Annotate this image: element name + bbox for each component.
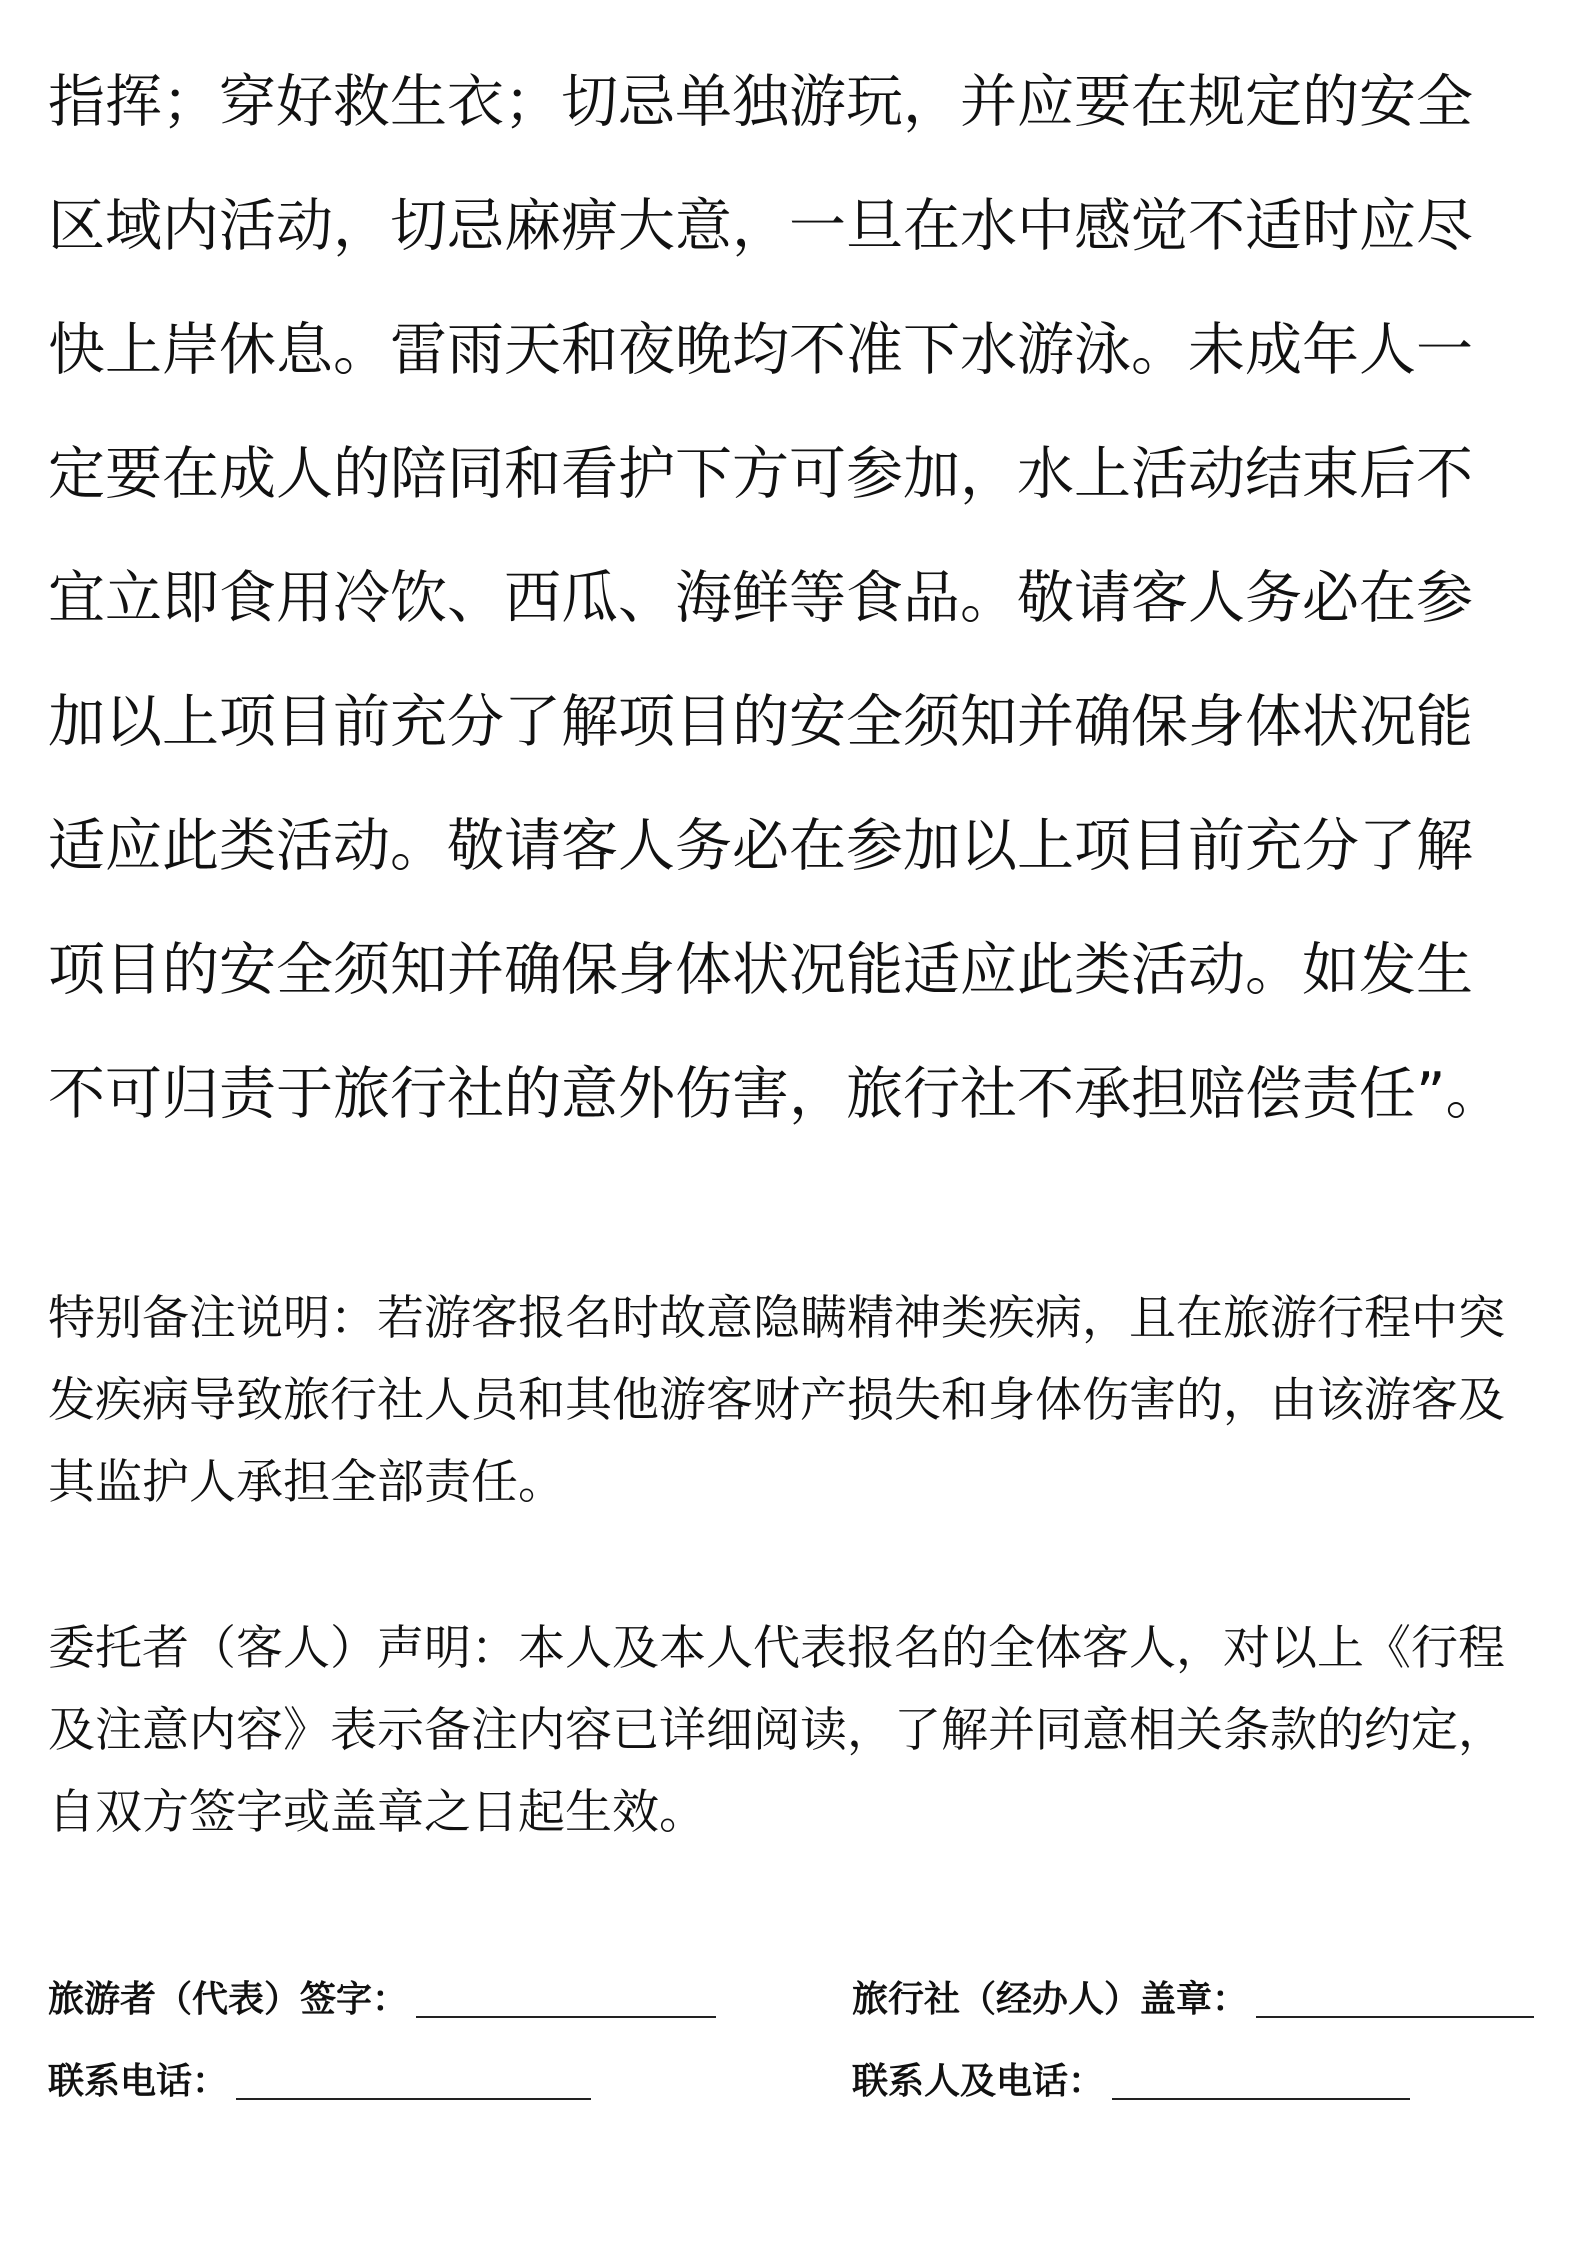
declaration-line: 委托者（客人）声明：本人及本人代表报名的全体客人，对以上《行程 xyxy=(48,1621,1505,1676)
main-paragraph xyxy=(48,40,1548,1156)
paragraph-line: 项目的安全须知并确保身体状况能适应此类活动。如发生 xyxy=(48,937,1473,1003)
phone-label: 联系电话： xyxy=(48,2061,229,2102)
special-note-line: 发疾病导致旅行社人员和其他游客财产损失和身体伤害的，由该游客及 xyxy=(48,1373,1505,1428)
declaration-line: 及注意内容》表示备注内容已详细阅读，了解并同意相关条款的约定， xyxy=(48,1703,1505,1758)
special-note xyxy=(48,1278,1548,1524)
client-declaration xyxy=(48,1608,1548,1854)
signature-row xyxy=(48,1966,1548,2022)
paragraph-line: 适应此类活动。敬请客人务必在参加以上项目前充分了解 xyxy=(48,813,1473,879)
phone-blank[interactable] xyxy=(236,2058,591,2100)
paragraph-line: 定要在成人的陪同和看护下方可参加，水上活动结束后不 xyxy=(48,441,1473,507)
paragraph-line: 加以上项目前充分了解项目的安全须知并确保身体状况能 xyxy=(48,689,1473,755)
tourist-signature-blank[interactable] xyxy=(416,1976,716,2018)
agency-stamp-blank[interactable] xyxy=(1256,1976,1534,2018)
special-note-line: 其监护人承担全部责任。 xyxy=(48,1455,565,1510)
tourist-signature-label: 旅游者（代表）签字： xyxy=(48,1979,409,2020)
contact-label: 联系人及电话： xyxy=(852,2061,1105,2102)
tourist-signature-field xyxy=(48,1966,716,2022)
special-note-line: 特别备注说明：若游客报名时故意隐瞒精神类疾病，且在旅游行程中突 xyxy=(48,1291,1505,1346)
paragraph-line: 指挥；穿好救生衣；切忌单独游玩，并应要在规定的安全 xyxy=(48,69,1473,135)
contact-row xyxy=(48,2048,1548,2104)
paragraph-line: 快上岸休息。雷雨天和夜晚均不准下水游泳。未成年人一 xyxy=(48,317,1473,383)
phone-field xyxy=(48,2048,591,2104)
paragraph-line: 宜立即食用冷饮、西瓜、海鲜等食品。敬请客人务必在参 xyxy=(48,565,1473,631)
paragraph-line: 区域内活动，切忌麻痹大意，一旦在水中感觉不适时应尽 xyxy=(48,193,1473,259)
agency-stamp-label: 旅行社（经办人）盖章： xyxy=(852,1979,1249,2020)
contact-blank[interactable] xyxy=(1112,2058,1410,2100)
paragraph-line: 不可归责于旅行社的意外伤害，旅行社不承担赔偿责任”。 xyxy=(48,1061,1503,1127)
contact-field xyxy=(852,2048,1410,2104)
agency-stamp-field xyxy=(852,1966,1534,2022)
declaration-line: 自双方签字或盖章之日起生效。 xyxy=(48,1785,706,1840)
